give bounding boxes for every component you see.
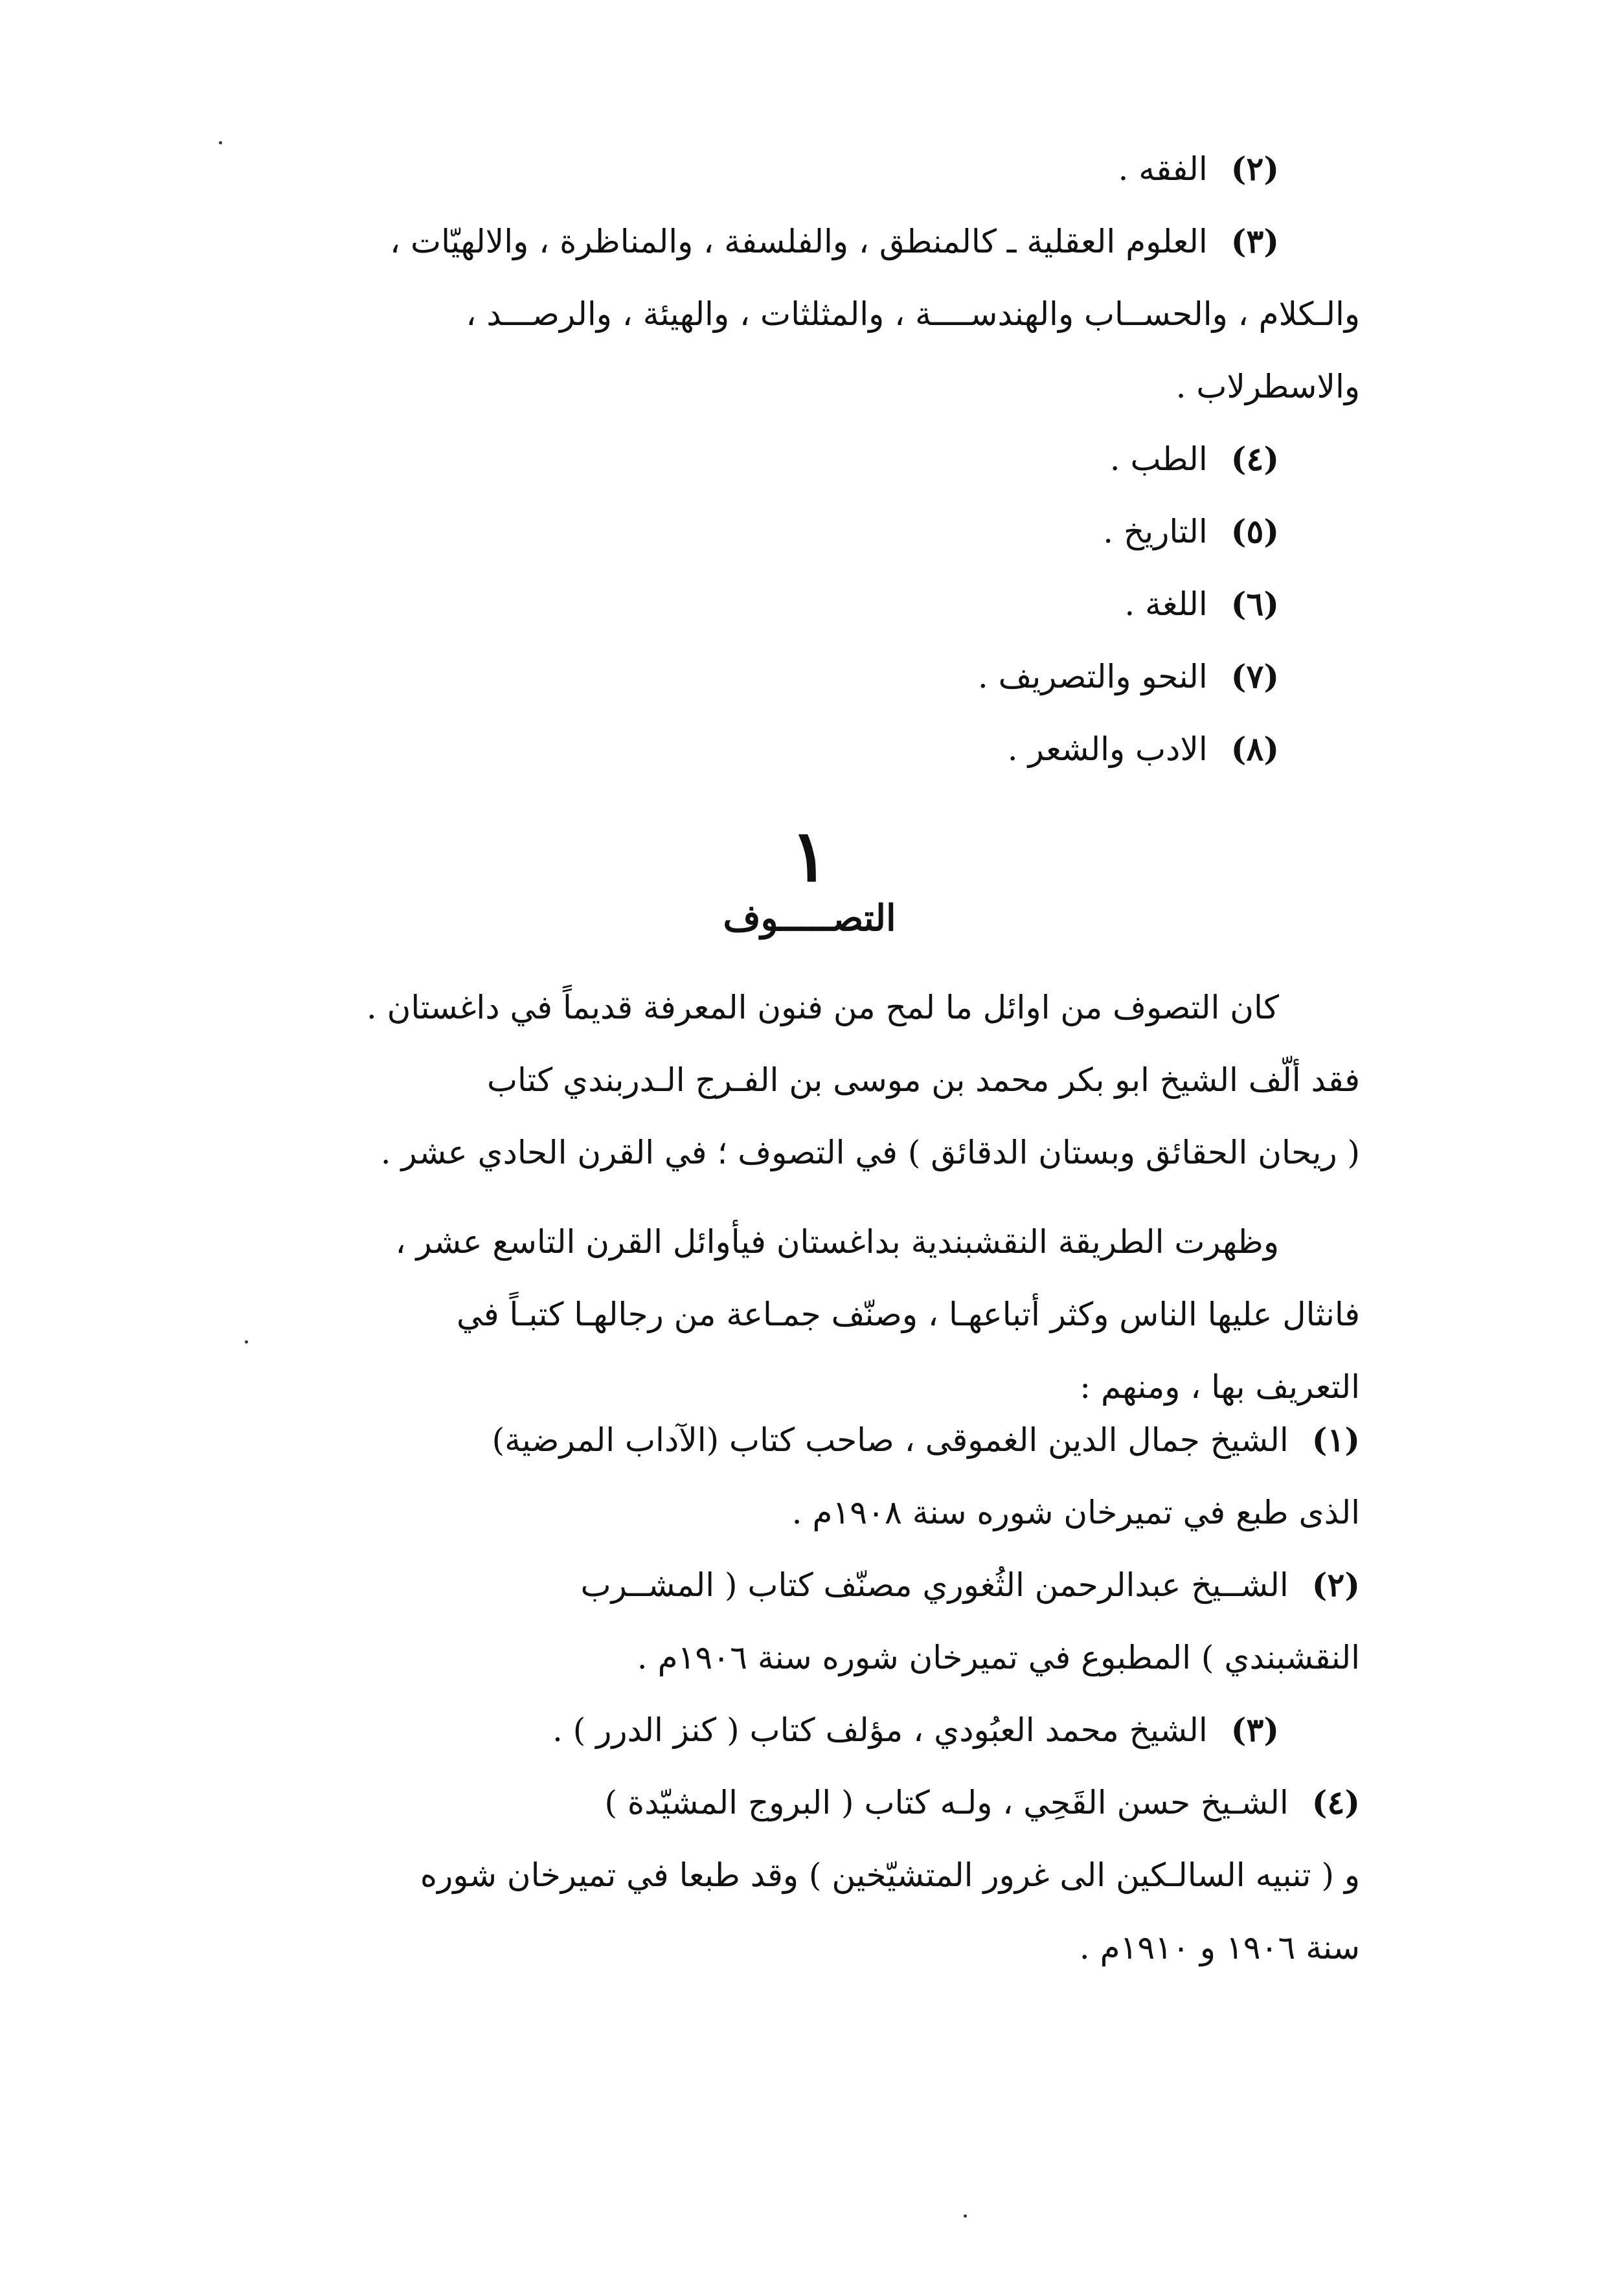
list-item-8 [246, 713, 1360, 785]
list-text: الادب والشعر . [1007, 730, 1208, 768]
list-number: (٨) [1230, 730, 1279, 768]
chapter-title: التصـــــوف [723, 897, 896, 940]
list-item-6 [246, 568, 1360, 640]
paragraph-2 [246, 1206, 1360, 1423]
list-text: العلوم العقلية ـ كالمنطق ، والفلسفة ، والمناظرة ، والالهيّات ، [389, 223, 1208, 260]
list-number: (٦) [1230, 585, 1279, 623]
sciences-list [246, 133, 1360, 785]
sheikh-item-4-continuation: و ( تنبيه السالـكين الى غرور المتشيّخين ) وقد طبعا في تميرخان شوره [420, 1856, 1360, 1894]
paragraph-line: ( ريحان الحقائق وبستان الدقائق ) في التصوف ؛ في القرن الحادي عشر . [380, 1134, 1360, 1171]
list-text: اللغة . [1124, 585, 1208, 623]
list-text: الشـيخ حسن القَحِي ، ولـه كتاب ( البروج المشيّدة ) [604, 1784, 1289, 1821]
scan-speck [245, 1340, 248, 1344]
list-text: الشيخ جمال الدين الغموقى ، صاحب كتاب (الآداب المرضية) [492, 1421, 1289, 1459]
list-item-3-continuation: والاسطرلاب . [1175, 368, 1360, 405]
list-text: الشــيخ عبدالرحمن الثُغوري مصنّف كتاب ( المشــرب [580, 1566, 1289, 1604]
paragraph-line: كان التصوف من اوائل ما لمح من فنون المعرفة قديماً في داغستان . [366, 989, 1279, 1026]
list-text: الفقه . [1118, 150, 1208, 188]
list-text: الطب . [1109, 440, 1208, 478]
paragraph-line: فقد ألّف الشيخ ابو بكر محمد بن موسى بن الفـرج الـدربندي كتاب [486, 1061, 1360, 1099]
list-number: (٧) [1230, 657, 1279, 695]
sheikh-item-4 [246, 1766, 1360, 1839]
chapter-number: ١ [790, 814, 829, 897]
list-number: (٣) [1230, 222, 1279, 260]
sheikh-item-1-continuation: الذى طبع في تميرخان شوره سنة ١٩٠٨م . [791, 1494, 1360, 1531]
list-item-3 [246, 205, 1360, 278]
list-number: (٤) [1230, 440, 1279, 478]
list-text: التاريخ . [1103, 513, 1208, 550]
list-item-4 [246, 423, 1360, 495]
list-number: (٢) [1230, 150, 1279, 188]
sheikhs-list [246, 1404, 1360, 1984]
list-number: (٢) [1311, 1566, 1360, 1604]
list-number: (١) [1311, 1421, 1360, 1459]
scan-speck [219, 141, 222, 144]
paragraph-line: فانثال عليها الناس وكثر أتباعهـا ، وصنّف جمـاعة من رجالهـا كتبـاً في [457, 1296, 1360, 1333]
list-item-2 [246, 133, 1360, 205]
scan-speck [964, 2214, 967, 2218]
list-text: الشيخ محمد العبُودي ، مؤلف كتاب ( كنز الدرر ) . [552, 1711, 1208, 1749]
sheikh-item-2-continuation: النقشبندي ) المطبوع في تميرخان شوره سنة ١٩٠٦م . [637, 1639, 1360, 1676]
paragraph-1 [246, 971, 1360, 1189]
list-number: (٤) [1311, 1783, 1360, 1821]
list-text: النحو والتصريف . [977, 658, 1208, 695]
list-number: (٣) [1230, 1711, 1279, 1749]
sheikh-item-4-continuation: سنة ١٩٠٦ و ١٩١٠م . [1079, 1929, 1360, 1966]
list-item-3-continuation: والـكلام ، والحســاب والهندســــة ، والمثلثات ، والهيئة ، والرصـــد ، [466, 295, 1360, 333]
list-item-5 [246, 495, 1360, 568]
list-item-7 [246, 640, 1360, 713]
sheikh-item-3 [246, 1694, 1360, 1766]
paragraph-line: التعريف بها ، ومنهم : [1080, 1368, 1360, 1406]
sheikh-item-1 [246, 1404, 1360, 1476]
sheikh-item-2 [246, 1549, 1360, 1621]
list-number: (٥) [1230, 512, 1279, 550]
paragraph-line: وظهرت الطريقة النقشبندية بداغستان فيأوائل القرن التاسع عشر ، [395, 1223, 1279, 1261]
